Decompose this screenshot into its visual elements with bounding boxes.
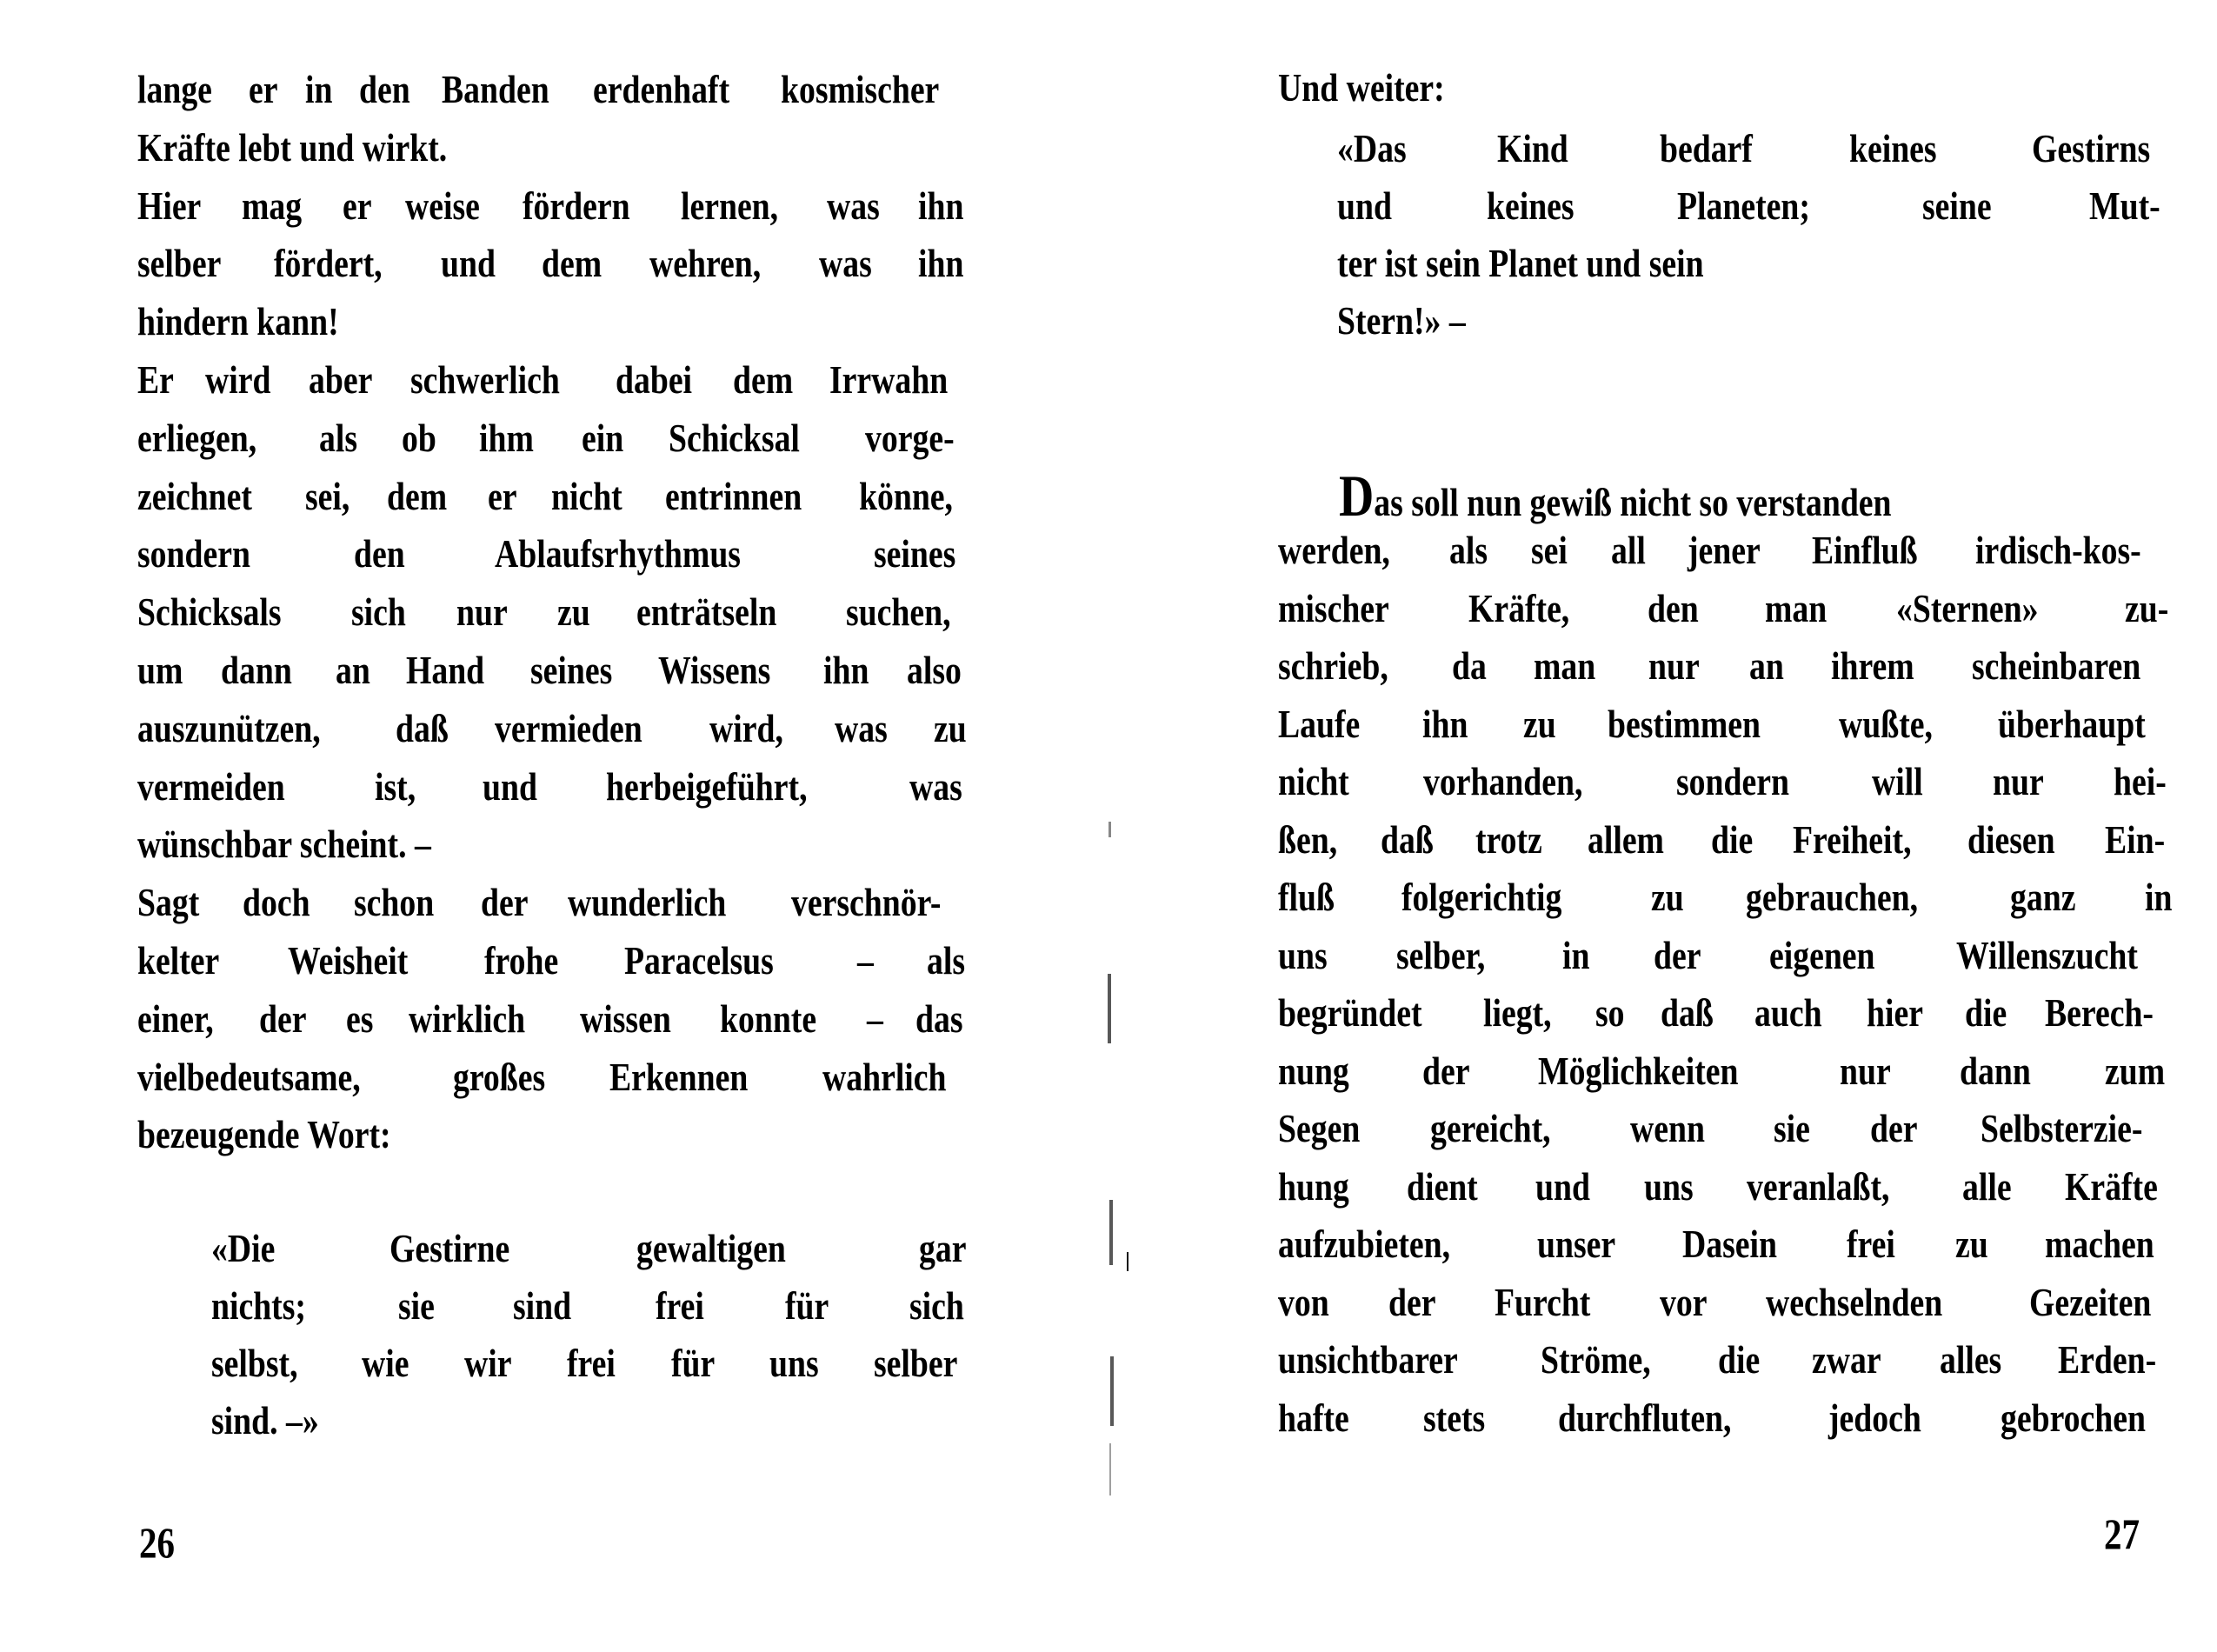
right-page bbox=[1108, 0, 2217, 1652]
quote-line: «Die Gestirne gewaltigen gar bbox=[211, 1226, 967, 1270]
text-line: ßen, daß trotz allem die Freiheit, diesen Ein- bbox=[1278, 816, 2165, 862]
text-line: selber fördert, und dem wehren, was ihn bbox=[137, 241, 964, 286]
left-page bbox=[0, 0, 1108, 1652]
text-line: bezeugende Wort: bbox=[137, 1112, 391, 1157]
first-line-rest: as soll nun gewiß nicht so verstanden bbox=[1374, 480, 1892, 524]
text-line: uns selber, in der eigenen Willenszucht bbox=[1278, 932, 2139, 977]
paragraph-first-line bbox=[1339, 463, 1892, 529]
text-line: Laufe ihn zu bestimmen wußte, überhaupt bbox=[1278, 701, 2146, 746]
text-line: hung dient und uns veranlaßt, alle Kräfte bbox=[1278, 1163, 2158, 1209]
page-number-right: 27 bbox=[2104, 1509, 2140, 1558]
intro-line: Und weiter: bbox=[1278, 65, 1445, 110]
text-line: Hier mag er weise fördern lernen, was ihn bbox=[137, 183, 964, 228]
text-line: Sagt doch schon der wunderlich verschnör- bbox=[137, 880, 942, 925]
text-line: lange er in den Banden erdenhaft kosmischer bbox=[137, 67, 939, 111]
text-line: hindern kann! bbox=[137, 299, 339, 344]
text-line: aufzubieten, unser Dasein frei zu machen bbox=[1278, 1222, 2154, 1266]
text-line: schrieb, da man nur an ihrem scheinbaren bbox=[1278, 643, 2141, 688]
text-line: erliegen, als ob ihm ein Schicksal vorge- bbox=[137, 415, 955, 460]
text-line: um dann an Hand seines Wissens ihn also bbox=[137, 648, 962, 692]
quote-line: selbst, wie wir frei für uns selber bbox=[211, 1341, 958, 1385]
text-line: kelter Weisheit frohe Paracelsus – als bbox=[137, 938, 966, 983]
quote-line: nichts; sie sind frei für sich bbox=[211, 1283, 965, 1328]
text-line: fluß folgerichtig zu gebrauchen, ganz in bbox=[1278, 875, 2173, 919]
text-line: mischer Kräfte, den man «Sternen» zu- bbox=[1278, 585, 2168, 630]
text-line: von der Furcht vor wechselnden Gezeiten bbox=[1278, 1279, 2152, 1324]
text-line: Schicksals sich nur zu enträtseln suchen, bbox=[137, 590, 951, 635]
text-line: Er wird aber schwerlich dabei dem Irrwahn bbox=[137, 357, 949, 402]
text-line: werden, als sei all jener Einfluß irdisch-kos- bbox=[1278, 528, 2142, 572]
quote-line: ter ist sein Planet und sein bbox=[1337, 241, 1704, 285]
text-line: vermeiden ist, und herbeigeführt, was bbox=[137, 763, 962, 809]
text-line: auszunützen, daß vermieden wird, was zu bbox=[137, 705, 967, 750]
text-line: nicht vorhanden, sondern will nur hei- bbox=[1278, 759, 2167, 803]
text-line: sondern den Ablaufsrhythmus seines bbox=[137, 531, 956, 576]
quote-line: und keines Planeten; seine Mut- bbox=[1337, 183, 2161, 228]
text-line: begründet liegt, so daß auch hier die Berech- bbox=[1278, 990, 2154, 1035]
quote-line: Stern!» – bbox=[1337, 298, 1466, 343]
text-line: unsichtbarer Ströme, die zwar alles Erden- bbox=[1278, 1337, 2157, 1382]
text-line: vielbedeutsame, großes Erkennen wahrlich bbox=[137, 1054, 947, 1099]
quote-line: sind. –» bbox=[211, 1398, 319, 1442]
quote-line: «Das Kind bedarf keines Gestirns bbox=[1337, 126, 2151, 170]
text-line: Segen gereicht, wenn sie der Selbsterzie- bbox=[1278, 1106, 2143, 1150]
text-line: nung der Möglichkeiten nur dann zum bbox=[1278, 1048, 2165, 1093]
text-line: wünschbar scheint. – bbox=[137, 822, 431, 867]
text-line: Kräfte lebt und wirkt. bbox=[137, 124, 448, 170]
text-line: zeichnet sei, dem er nicht entrinnen könne, bbox=[137, 473, 954, 518]
text-line: einer, der es wirklich wissen konnte – das bbox=[137, 996, 963, 1041]
drop-cap: D bbox=[1339, 463, 1375, 529]
text-line: hafte stets durchfluten, jedoch gebrochen bbox=[1278, 1395, 2147, 1440]
page-number-left: 26 bbox=[139, 1518, 175, 1567]
